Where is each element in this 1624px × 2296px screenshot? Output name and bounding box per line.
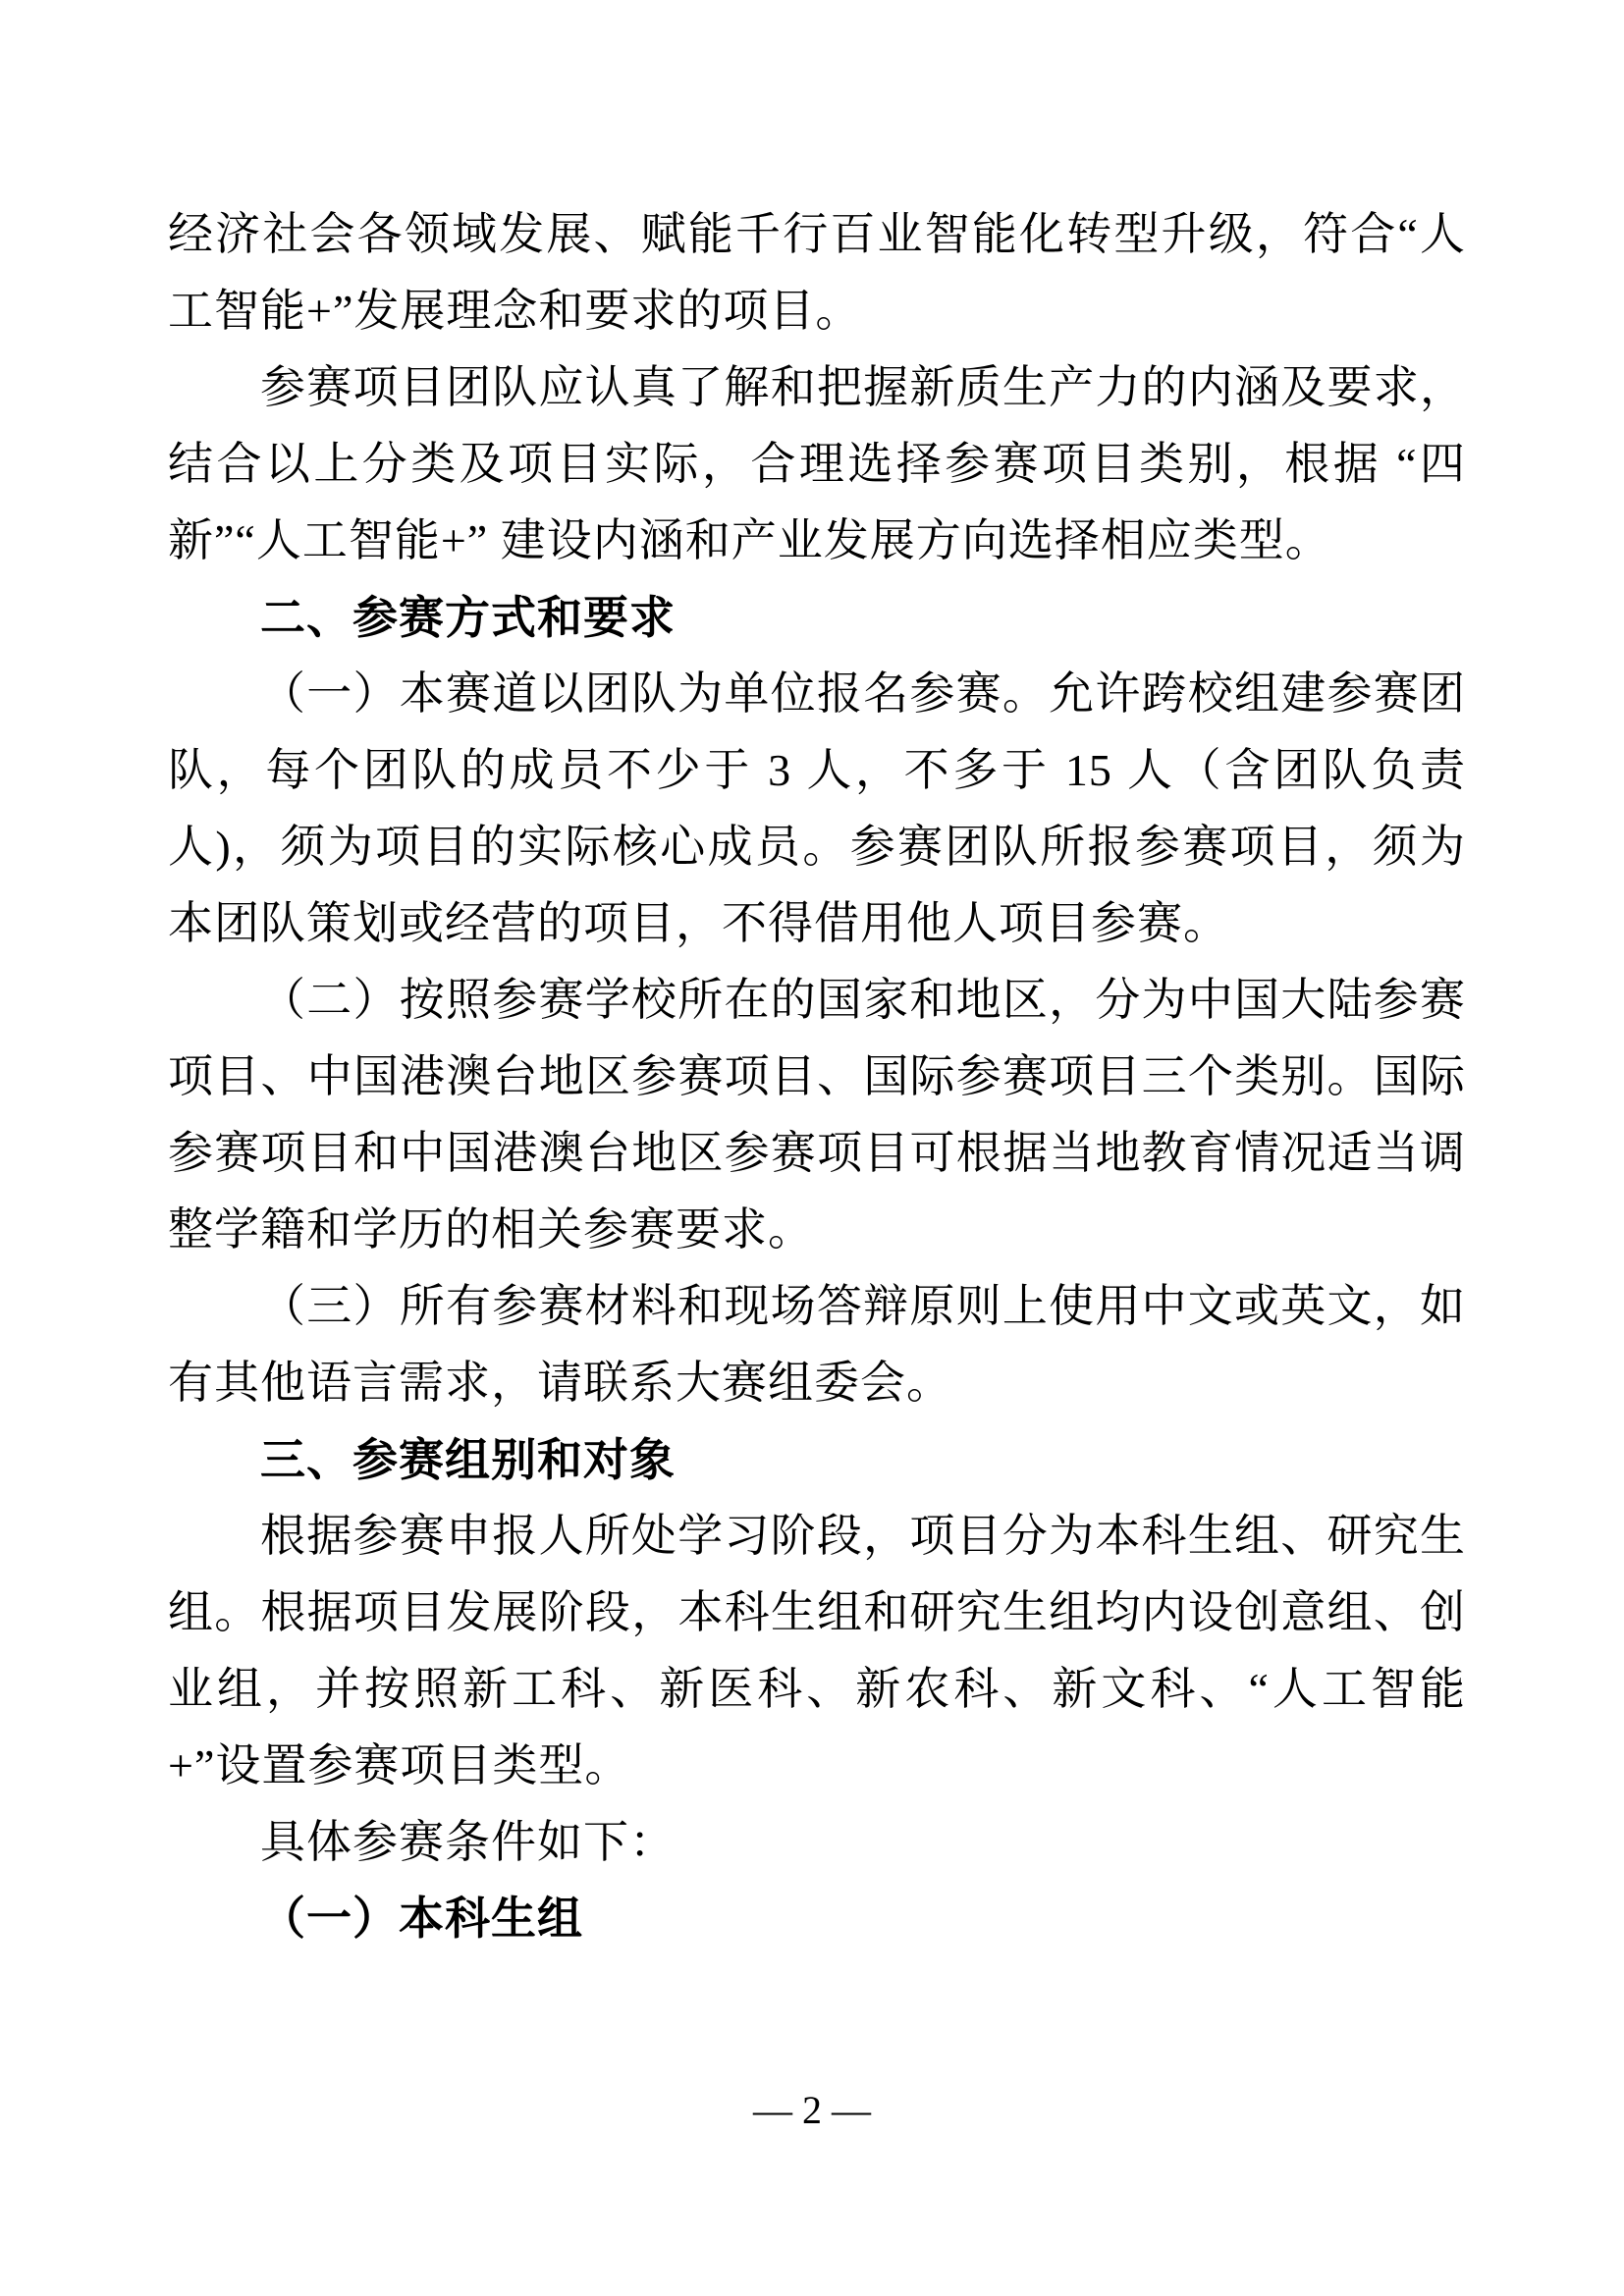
page-number: — 2 — (753, 2088, 871, 2132)
paragraph: 参赛项目团队应认真了解和把握新质生产力的内涵及要求，结合以上分类及项目实际，合理选择参赛项目类别，根据 “四新”“人工智能+” 建设内涵和产业发展方向选择相应类型。 (168, 362, 1466, 565)
paragraph: （三）所有参赛材料和现场答辩原则上使用中文或英文，如有其他语言需求，请联系大赛组委会。 (168, 1281, 1466, 1408)
paragraph: 具体参赛条件如下： (260, 1817, 676, 1867)
paragraph: （一）本赛道以团队为单位报名参赛。允许跨校组建参赛团队，每个团队的成员不少于 3 人，不多于 15 人（含团队负责人)，须为项目的实际核心成员。参赛团队所报参赛项目，须为本团队策划或经营的项目，不得借用他人项目参赛。 (168, 668, 1466, 948)
section-heading: 三、参赛组别和对象 (260, 1434, 676, 1485)
paragraph: 经济社会各领域发展、赋能千行百业智能化转型升级，符合“人工智能+”发展理念和要求的项目。 (168, 209, 1466, 336)
section-heading: 二、参赛方式和要求 (260, 592, 676, 643)
paragraph: 根据参赛申报人所处学习阶段，项目分为本科生组、研究生组。根据项目发展阶段，本科生组和研究生组均内设创意组、创业组，并按照新工科、新医科、新农科、新文科、“人工智能+”设置参赛项目类型。 (168, 1511, 1466, 1790)
sub-section-heading: （一）本科生组 (260, 1894, 583, 1944)
paragraph: （二）按照参赛学校所在的国家和地区，分为中国大陆参赛项目、中国港澳台地区参赛项目、国际参赛项目三个类别。国际参赛项目和中国港澳台地区参赛项目可根据当地教育情况适当调整学籍和学历的相关参赛要求。 (168, 975, 1466, 1255)
document-text-body (168, 196, 1466, 1957)
